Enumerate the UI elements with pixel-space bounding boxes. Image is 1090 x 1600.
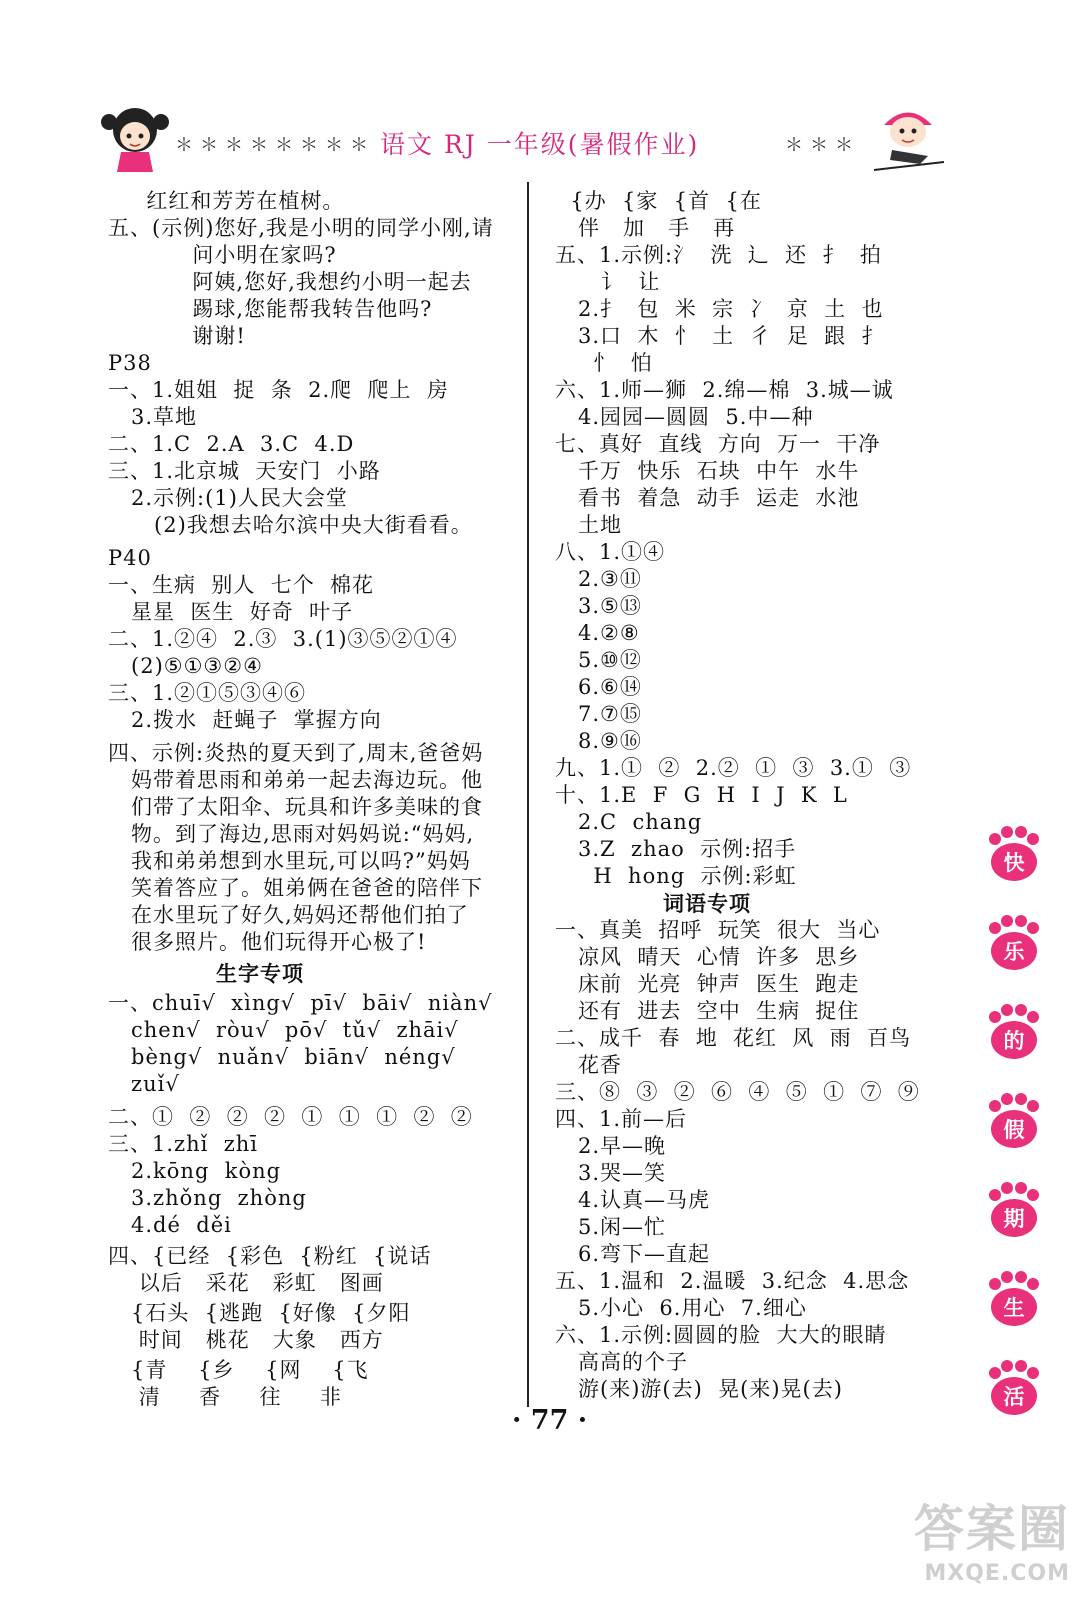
answer-line: zuǐ√ [108, 1072, 180, 1096]
answer-line: 四、{已经 {彩色 {粉红 {说话 [108, 1244, 432, 1268]
answer-line: 千万 快乐 石块 中午 水牛 [555, 459, 860, 483]
answer-line: 六、1.示例:圆圆的脸 大大的眼睛 [555, 1323, 887, 1347]
answer-line: 5.⑩⑫ [555, 648, 642, 672]
banner-char: 期 [1003, 1207, 1025, 1231]
answer-line: 3.Z zhao 示例:招手 [555, 837, 797, 861]
answer-line: 2.C chang [555, 810, 703, 834]
answer-line: {石头 {逃跑 {好像 {夕阳 [108, 1301, 411, 1325]
answer-line: 凉风 晴天 心情 许多 思乡 [555, 945, 860, 969]
answer-line: 星星 医生 好奇 叶子 [108, 600, 354, 624]
answer-line: 八、1.①④ [555, 540, 666, 564]
answer-line: 妈带着思雨和弟弟一起去海边玩。他 [108, 768, 484, 792]
page-number: · 77 · [512, 1405, 588, 1436]
answer-line: 4.认真—马虎 [555, 1188, 711, 1212]
answer-line: 以后 采花 彩虹 图画 [108, 1271, 384, 1295]
answer-line: 2.扌 包 米 宗 冫 京 土 也 [555, 297, 884, 321]
answer-line: chen√ ròu√ pō√ tǔ√ zhāi√ [108, 1018, 459, 1042]
header-title: 语文 RJ 一年级(暑假作业) [380, 130, 700, 159]
paw-print-icon [985, 825, 1043, 883]
answer-line: 高高的个子 [555, 1350, 689, 1374]
answer-line: 时间 桃花 大象 西方 [108, 1328, 384, 1352]
answer-line: 三、1.②①⑤③④⑥ [108, 681, 307, 705]
watermark-url: MXQE.COM [924, 1561, 1070, 1586]
answer-line: 五、1.温和 2.温暖 3.纪念 4.思念 [555, 1269, 910, 1293]
paw-print-icon [985, 1181, 1043, 1239]
paw-print-icon [985, 1270, 1043, 1328]
answer-line: 三、1.北京城 天安门 小路 [108, 459, 381, 483]
answer-line: 4.dé děi [108, 1213, 232, 1237]
paw-print-icon [985, 914, 1043, 972]
answer-line: 8.⑨⑯ [555, 729, 642, 753]
section-heading: 词语专项 [555, 891, 752, 916]
answer-line: 很多照片。他们玩得开心极了! [108, 930, 427, 954]
answer-line: 忄 怕 [555, 351, 653, 375]
answer-line: 3.zhǒng zhòng [108, 1186, 307, 1210]
answer-line: 还有 进去 空中 生病 捉住 [555, 999, 860, 1023]
answer-line: 四、示例:炎热的夏天到了,周末,爸爸妈 [108, 741, 484, 765]
answer-line: 三、⑧ ③ ② ⑥ ④ ⑤ ① ⑦ ⑨ [555, 1080, 920, 1104]
banner-char: 生 [1003, 1296, 1025, 1320]
answer-line: 2.早—晚 [555, 1134, 667, 1158]
girl-mascot-icon [95, 100, 175, 175]
watermark [914, 1489, 1070, 1586]
answer-line: 6.⑥⑭ [555, 675, 642, 699]
answer-line: 五、1.示例:氵 洗 辶 还 扌 拍 [555, 243, 882, 267]
answer-line: 二、1.②④ 2.③ 3.(1)③⑤②①④ [108, 627, 458, 651]
answer-line: 游(来)游(去) 晃(来)晃(去) [555, 1377, 843, 1401]
answer-line: 九、1.① ② 2.② ① ③ 3.① ③ [555, 756, 912, 780]
banner-char: 活 [1003, 1385, 1025, 1409]
answer-line: 4.②⑧ [555, 621, 640, 645]
watermark-main: 答案圈 [914, 1500, 1070, 1558]
header-stars-left: ＊＊＊＊＊＊＊＊ [175, 135, 375, 156]
paw-print-icon [985, 1092, 1043, 1150]
answer-line: 床前 光亮 钟声 医生 跑走 [555, 972, 860, 996]
answer-line: 花香 [555, 1053, 623, 1077]
answer-line: 在水里玩了好久,妈妈还帮他们拍了 [108, 903, 469, 927]
answer-line: 一、生病 别人 七个 棉花 [108, 573, 375, 597]
answer-line: 6.弯下—直起 [555, 1242, 711, 1266]
answer-line: 红红和芳芳在植树。 [108, 189, 345, 213]
answer-line: bèng√ nuǎn√ biān√ néng√ [108, 1045, 456, 1069]
answer-line: 问小明在家吗? [108, 243, 337, 267]
answer-line: 们带了太阳伞、玩具和许多美味的食 [108, 795, 484, 819]
paw-print-icon [985, 1003, 1043, 1061]
section-heading: 生字专项 [108, 961, 305, 986]
header-stars-right: ＊＊＊ [785, 135, 860, 156]
answer-line: 六、1.师—狮 2.绵—棉 3.城—诚 [555, 378, 894, 402]
page-header [170, 125, 930, 161]
answer-line: 3.哭—笑 [555, 1161, 667, 1185]
answer-line: 我和弟弟想到水里玩,可以吗?”妈妈 [108, 849, 471, 873]
banner-char: 乐 [1003, 940, 1025, 964]
answer-line: 4.园园—圆圆 5.中—种 [555, 405, 814, 429]
answer-line: {办 {家 {首 {在 [555, 189, 762, 213]
answer-line: 2.拨水 赶蝇子 掌握方向 [108, 708, 382, 732]
answer-line: 2.示例:(1)人民大会堂 [108, 486, 348, 510]
column-divider [527, 182, 529, 1407]
answer-line: 五、(示例)您好,我是小明的同学小刚,请 [108, 216, 494, 240]
answer-line: 5.闲—忙 [555, 1215, 667, 1239]
answer-line: 谢谢! [108, 324, 246, 348]
answer-line: 清 香 往 非 [108, 1385, 342, 1409]
answer-line: 3.草地 [108, 405, 198, 429]
answer-line: 四、1.前—后 [555, 1107, 688, 1131]
answer-line: 讠 让 [555, 270, 661, 294]
answer-line: 笑着答应了。姐弟俩在爸爸的陪伴下 [108, 876, 484, 900]
answer-line: 3.⑤⑬ [555, 594, 642, 618]
answer-line: 2.③⑪ [555, 567, 642, 591]
answer-line: 三、1.zhǐ zhī [108, 1132, 258, 1156]
answer-line: 十、1.E F G H I J K L [555, 783, 848, 807]
answer-line: 阿姨,您好,我想约小明一起去 [108, 270, 472, 294]
section-heading: P38 [108, 351, 152, 375]
answer-line: 一、真美 招呼 玩笑 很大 当心 [555, 918, 881, 942]
answer-line: 二、1.C 2.A 3.C 4.D [108, 432, 355, 456]
answer-line: 二、① ② ② ② ① ① ① ② ② [108, 1105, 473, 1129]
answer-line: 3.口 木 忄 土 彳 足 跟 扌 [555, 324, 884, 348]
answer-line: 5.小心 6.用心 7.细心 [555, 1296, 807, 1320]
answer-line: 2.kōng kòng [108, 1159, 282, 1183]
banner-char: 的 [1003, 1029, 1025, 1053]
answer-line: 物。到了海边,思雨对妈妈说:“妈妈, [108, 822, 475, 846]
answer-line: 一、1.姐姐 捉 条 2.爬 爬上 房 [108, 378, 449, 402]
answer-line: 7.⑦⑮ [555, 702, 642, 726]
answer-line: 二、成千 春 地 花红 风 雨 百鸟 [555, 1026, 912, 1050]
answer-line: {青 {乡 {网 {飞 [108, 1358, 369, 1382]
answer-line: 一、chuī√ xìng√ pī√ bāi√ niàn√ [108, 991, 493, 1015]
answer-line: 看书 着急 动手 运走 水池 [555, 486, 860, 510]
answer-line: H hong 示例:彩虹 [555, 864, 797, 888]
answer-line: 七、真好 直线 方向 万一 干净 [555, 432, 881, 456]
paw-print-icon [985, 1359, 1043, 1417]
banner-char: 假 [1003, 1118, 1025, 1142]
section-heading: P40 [108, 546, 152, 570]
answer-line: 踢球,您能帮我转告他吗? [108, 297, 433, 321]
banner-char: 快 [1003, 851, 1025, 875]
answer-line: 土地 [555, 513, 623, 537]
answer-line: (2)我想去哈尔滨中央大街看看。 [108, 513, 473, 537]
answer-line: 伴 加 手 再 [555, 216, 736, 240]
answer-line: (2)⑤①③②④ [108, 654, 263, 678]
